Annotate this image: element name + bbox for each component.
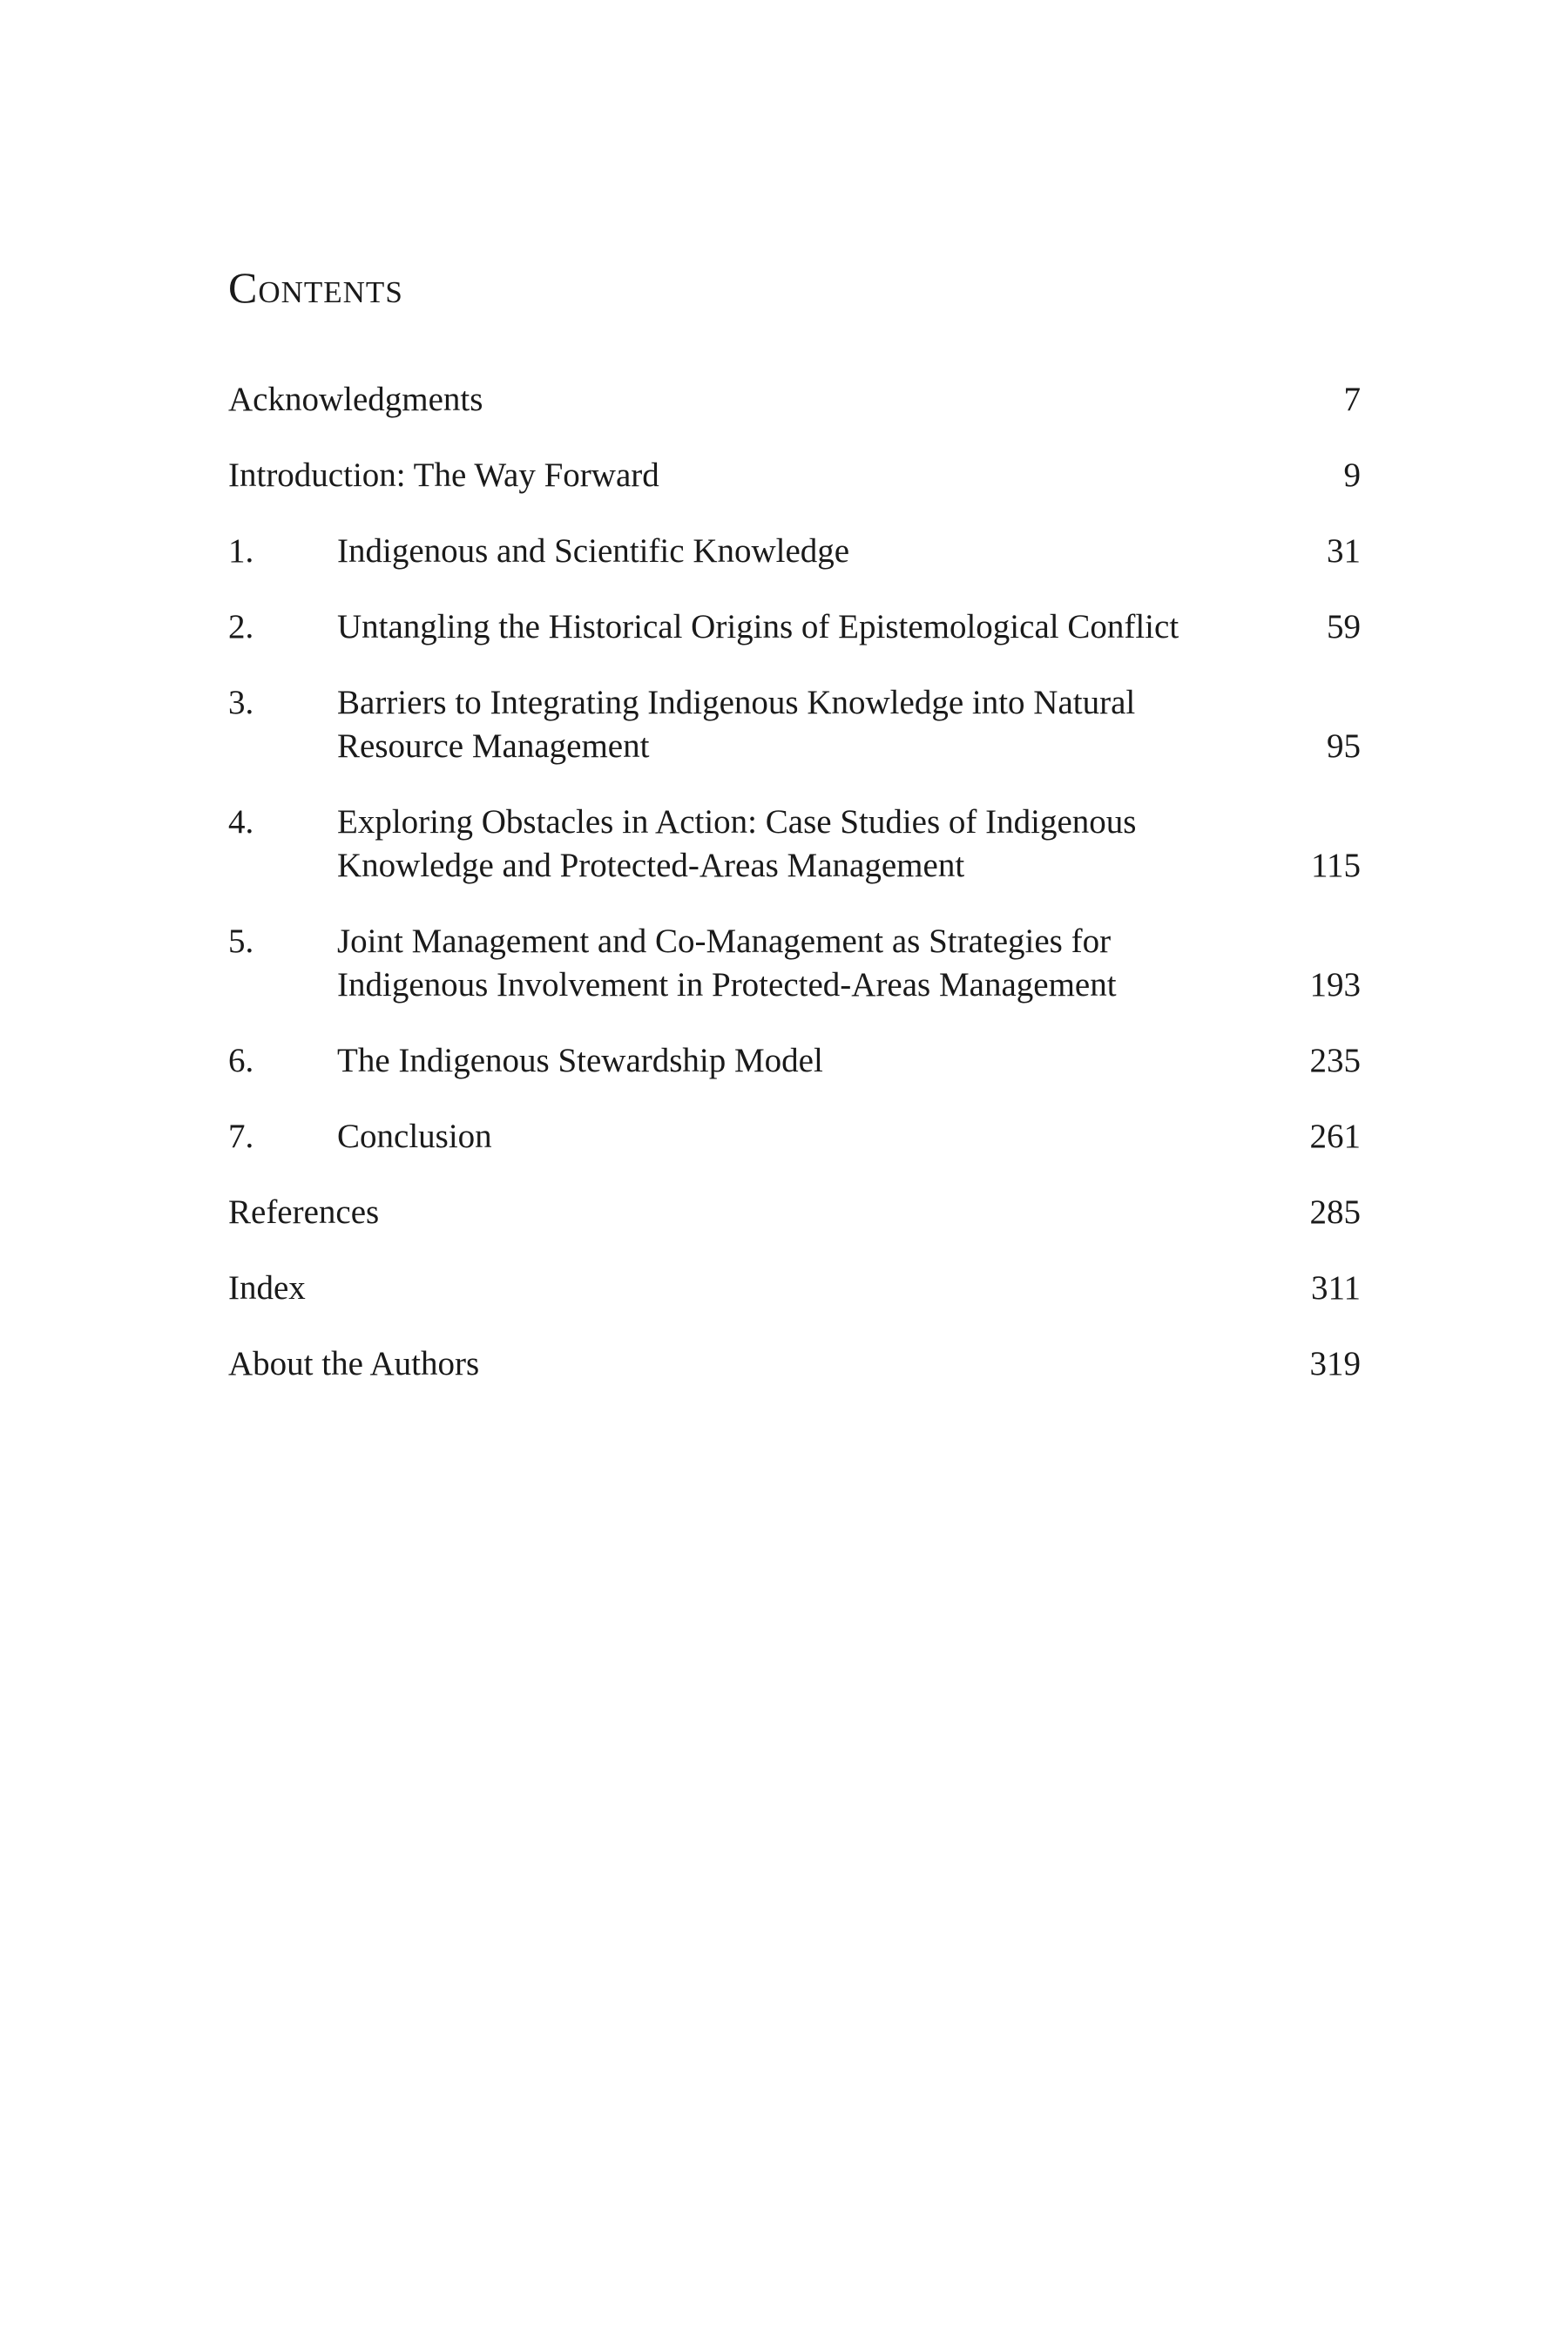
toc-entry-title: Barriers to Integrating Indigenous Knowledge into Natural Resource Management <box>337 684 1136 765</box>
toc-page <box>228 261 1361 1418</box>
toc-entry-chapter-1 <box>228 530 1361 573</box>
toc-entry-number: 3. <box>228 684 254 721</box>
toc-entry-number: 6. <box>228 1042 254 1079</box>
toc-entry-page: 31 <box>1327 532 1361 570</box>
toc-entry-title: Conclusion <box>337 1118 492 1155</box>
toc-entry-page: 285 <box>1309 1193 1361 1231</box>
page-title: Contents <box>228 263 403 312</box>
toc-entry-title: Indigenous and Scientific Knowledge <box>337 532 850 570</box>
toc-entry-page: 261 <box>1309 1118 1361 1155</box>
toc-entry-page: 319 <box>1309 1345 1361 1382</box>
toc-entry-number: 1. <box>228 532 254 570</box>
toc-entry-chapter-7 <box>228 1115 1361 1159</box>
toc-entry-title: The Indigenous Stewardship Model <box>337 1042 823 1079</box>
toc-entry-page: 311 <box>1310 1269 1361 1307</box>
toc-entry-chapter-5 <box>228 920 1361 1007</box>
toc-list <box>228 378 1361 1386</box>
toc-entry-title: References <box>228 1193 380 1231</box>
toc-entry-page: 95 <box>1327 727 1361 765</box>
toc-entry-page: 235 <box>1309 1042 1361 1079</box>
toc-entry-acknowledgments <box>228 378 1361 422</box>
toc-entry-page: 59 <box>1327 608 1361 645</box>
toc-entry-page: 9 <box>1343 456 1361 494</box>
toc-entry-title: Exploring Obstacles in Action: Case Studies of Indigenous Knowledge and Protected-Areas Management <box>337 803 1137 884</box>
toc-entry-references <box>228 1191 1361 1234</box>
toc-entry-introduction <box>228 454 1361 497</box>
toc-entry-index <box>228 1267 1361 1310</box>
toc-entry-title: About the Authors <box>228 1345 480 1382</box>
toc-entry-chapter-3 <box>228 681 1361 768</box>
toc-entry-page: 115 <box>1310 847 1361 884</box>
toc-entry-title: Acknowledgments <box>228 381 483 418</box>
toc-entry-number: 7. <box>228 1118 254 1155</box>
toc-entry-chapter-4 <box>228 801 1361 888</box>
toc-entry-number: 2. <box>228 608 254 645</box>
toc-entry-title: Joint Management and Co-Management as Strategies for Indigenous Involvement in Protected-Areas Management <box>337 923 1117 1004</box>
toc-entry-chapter-2 <box>228 605 1361 649</box>
toc-entry-number: 5. <box>228 923 254 960</box>
toc-entry-page: 7 <box>1343 381 1361 418</box>
toc-entry-title: Introduction: The Way Forward <box>228 456 659 494</box>
toc-entry-title: Index <box>228 1269 306 1307</box>
toc-entry-chapter-6 <box>228 1039 1361 1083</box>
toc-entry-title: Untangling the Historical Origins of Epistemological Conflict <box>337 608 1179 645</box>
toc-entry-number: 4. <box>228 803 254 841</box>
toc-entry-page: 193 <box>1309 966 1361 1004</box>
toc-entry-about-the-authors <box>228 1342 1361 1386</box>
